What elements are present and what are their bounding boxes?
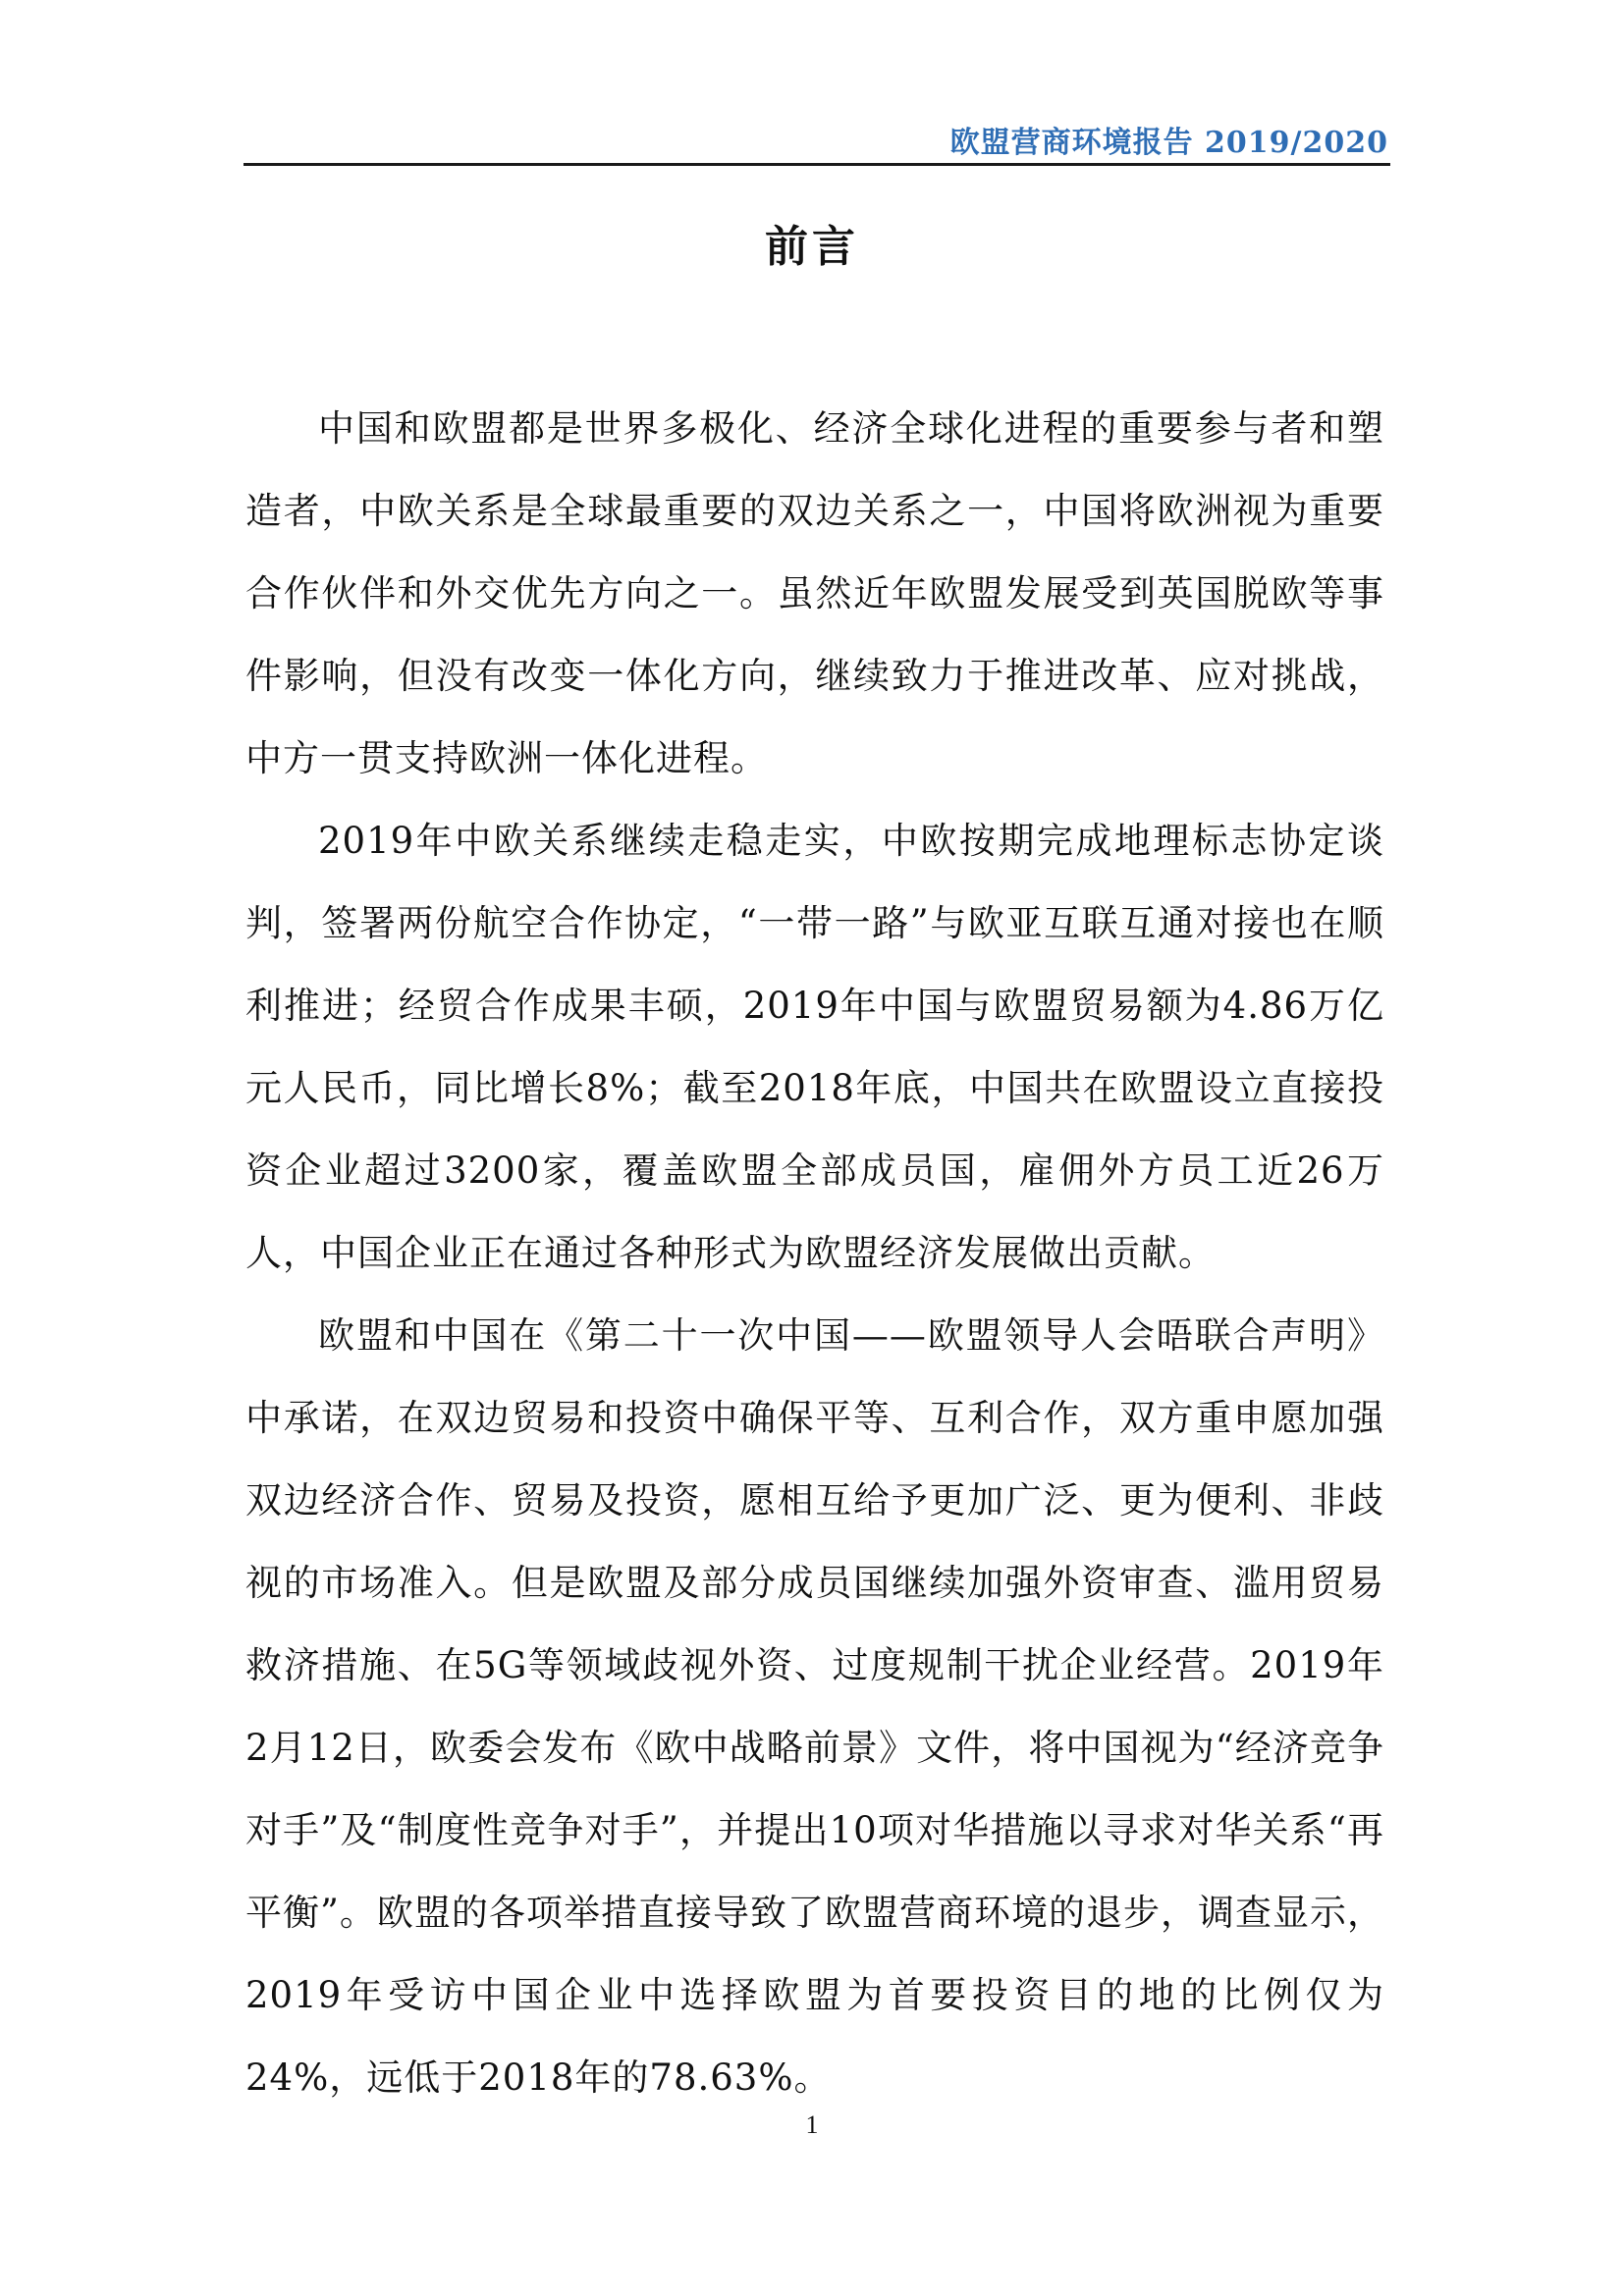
page-number: 1	[805, 2110, 819, 2139]
header-divider	[244, 163, 1390, 166]
page-title: 前言	[765, 222, 859, 272]
paragraph-3: 欧盟和中国在《第二十一次中国——欧盟领导人会晤联合声明》中承诺，在双边贸易和投资中确保平等、互利合作，双方重申愿加强双边经济合作、贸易及投资，愿相互给予更加广泛、更为便利、非歧视的市场准入。但是欧盟及部分成员国继续加强外资审查、滥用贸易救济措施、在5G等领域歧视外资、过度规制干扰企业经营。2019年2月12日，欧委会发布《欧中战略前景》文件，将中国视为“经济竞争对手”及“制度性竞争对手”，并提出10项对华措施以寻求对华关系“再平衡”。欧盟的各项举措直接导致了欧盟营商环境的退步，调查显示，2019年受访中国企业中选择欧盟为首要投资目的地的比例仅为24%，远低于2018年的78.63%。	[245, 1314, 1384, 2099]
paragraph-1: 中国和欧盟都是世界多极化、经济全球化进程的重要参与者和塑造者，中欧关系是全球最重要的双边关系之一，中国将欧洲视为重要合作伙伴和外交优先方向之一。虽然近年欧盟发展受到英国脱欧等事件影响，但没有改变一体化方向，继续致力于推进改革、应对挑战，中方一贯支持欧洲一体化进程。	[245, 407, 1384, 779]
paragraph-2: 2019年中欧关系继续走稳走实，中欧按期完成地理标志协定谈判，签署两份航空合作协定，“一带一路”与欧亚互联互通对接也在顺利推进；经贸合作成果丰硕，2019年中国与欧盟贸易额为4.86万亿元人民币，同比增长8%；截至2018年底，中国共在欧盟设立直接投资企业超过3200家，覆盖欧盟全部成员国，雇佣外方员工近26万人，中国企业正在通过各种形式为欧盟经济发展做出贡献。	[245, 820, 1384, 1274]
body-text	[245, 388, 1384, 2119]
running-header: 欧盟营商环境报告 2019/2020	[949, 126, 1388, 160]
